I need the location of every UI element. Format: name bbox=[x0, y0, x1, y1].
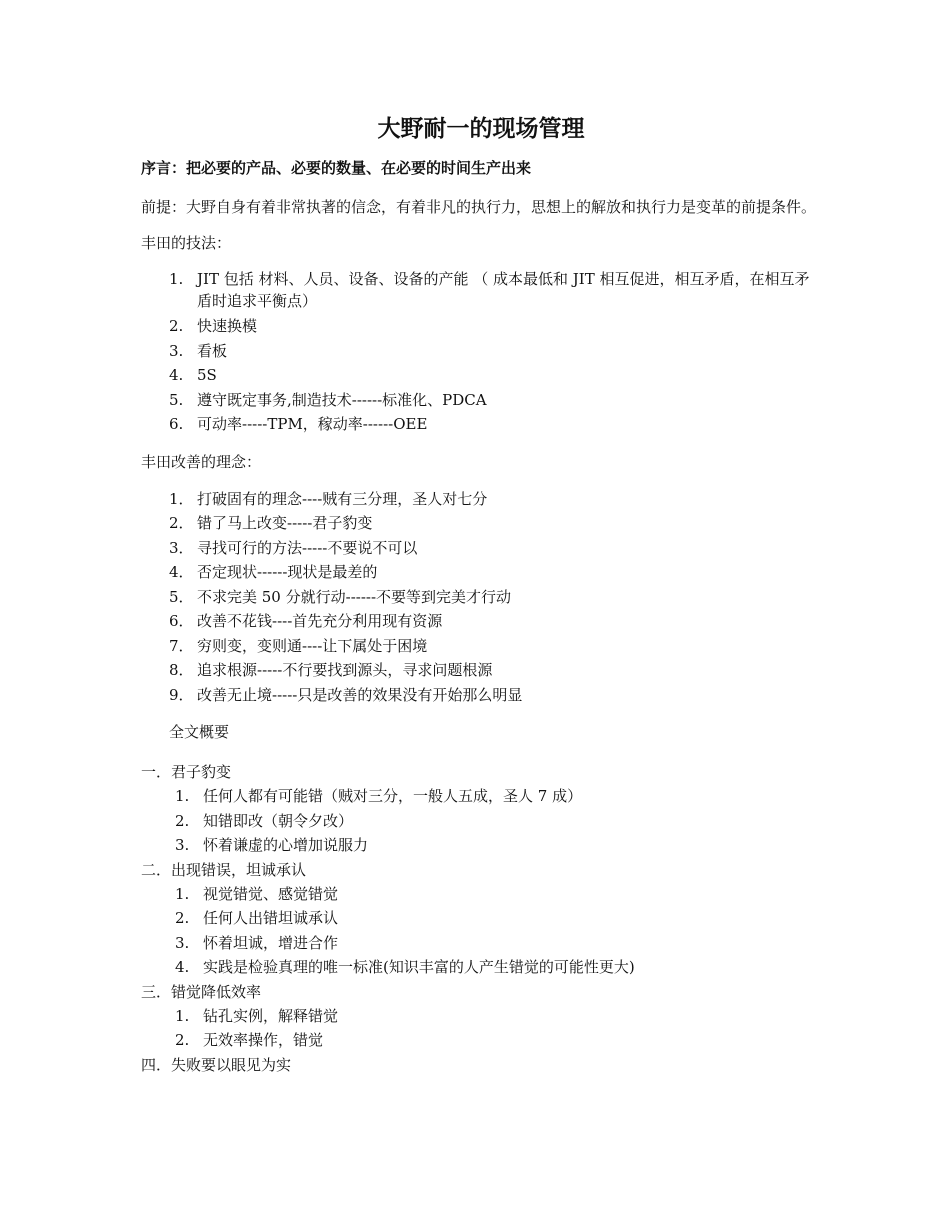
overview-heading: 全文概要 bbox=[169, 723, 230, 741]
section-heading: 三．错觉降低效率 bbox=[141, 982, 262, 1001]
list-item: 3. 怀着坦诚，增进合作 bbox=[175, 933, 339, 952]
list-item: 1. 任何人都有可能错（贼对三分，一般人五成，圣人 7 成） bbox=[175, 787, 583, 805]
section-1 bbox=[141, 760, 821, 858]
list-item: 7． 穷则变，变则通----让下属处于困境 bbox=[169, 636, 428, 655]
list-item: 5． 不求完美 50 分就行动------不要等到完美才行动 bbox=[169, 587, 512, 606]
list-item: 6. 可动率-----TPM，稼动率------OEE bbox=[169, 415, 428, 433]
section-3 bbox=[141, 980, 821, 1053]
section-list bbox=[141, 882, 821, 980]
list-item: 1. 视觉错觉、感觉错觉 bbox=[175, 884, 339, 903]
list-item: 2. 任何人出错坦诚承认 bbox=[175, 909, 339, 927]
list-item: 3. 看板 bbox=[169, 341, 228, 360]
section-2 bbox=[141, 858, 821, 980]
section-heading: 二．出现错误，坦诚承认 bbox=[141, 860, 307, 879]
section-heading: 一．君子豹变 bbox=[141, 763, 232, 781]
techniques-heading: 丰田的技法： bbox=[141, 234, 232, 252]
list-item: 4． 否定现状------现状是最差的 bbox=[169, 563, 378, 581]
list-item: 6． 改善不花钱----首先充分利用现有资源 bbox=[169, 612, 443, 630]
list-item: 1． 打破固有的理念----贼有三分理，圣人对七分 bbox=[169, 489, 488, 508]
preface-heading: 序言：把必要的产品、必要的数量、在必要的时间生产出来 bbox=[141, 159, 532, 177]
list-item: 4. 实践是检验真理的唯一标准(知识丰富的人产生错觉的可能性更大) bbox=[175, 958, 635, 976]
philosophy-heading: 丰田改善的理念： bbox=[141, 452, 262, 471]
list-item: 1. JIT 包括 材料、人员、设备、设备的产能 （ 成本最低和 JIT 相互促进，相互矛盾，在相互矛盾时追求平衡点） bbox=[169, 270, 810, 310]
section-4 bbox=[141, 1053, 821, 1077]
list-item: 2． 错了马上改变-----君子豹变 bbox=[169, 514, 373, 532]
list-item: 2. 快速换模 bbox=[169, 317, 258, 335]
document-body bbox=[141, 110, 821, 1077]
philosophy-list bbox=[141, 487, 821, 708]
list-item: 1. 钻孔实例，解释错觉 bbox=[175, 1006, 339, 1025]
techniques-list bbox=[141, 268, 821, 437]
list-item: 4. 5S bbox=[169, 366, 217, 384]
section-heading: 四．失败要以眼见为实 bbox=[141, 1055, 292, 1074]
page-title: 大野耐一的现场管理 bbox=[377, 115, 585, 142]
list-item: 8． 追求根源-----不行要找到源头，寻求问题根源 bbox=[169, 661, 493, 679]
list-item: 9． 改善无止境-----只是改善的效果没有开始那么明显 bbox=[169, 685, 523, 704]
premise-paragraph: 前提：大野自身有着非常执著的信念，有着非凡的执行力，思想上的解放和执行力是变革的前提条件。 bbox=[141, 198, 817, 216]
list-item: 3． 寻找可行的方法-----不要说不可以 bbox=[169, 538, 418, 557]
list-item: 5. 遵守既定事务,制造技术------标准化、PDCA bbox=[169, 390, 487, 409]
list-item: 2. 无效率操作，错觉 bbox=[175, 1031, 324, 1049]
section-list bbox=[141, 784, 821, 858]
list-item: 3. 怀着谦虚的心增加说服力 bbox=[175, 836, 369, 854]
section-list bbox=[141, 1004, 821, 1053]
list-item: 2. 知错即改（朝令夕改） bbox=[175, 811, 354, 830]
